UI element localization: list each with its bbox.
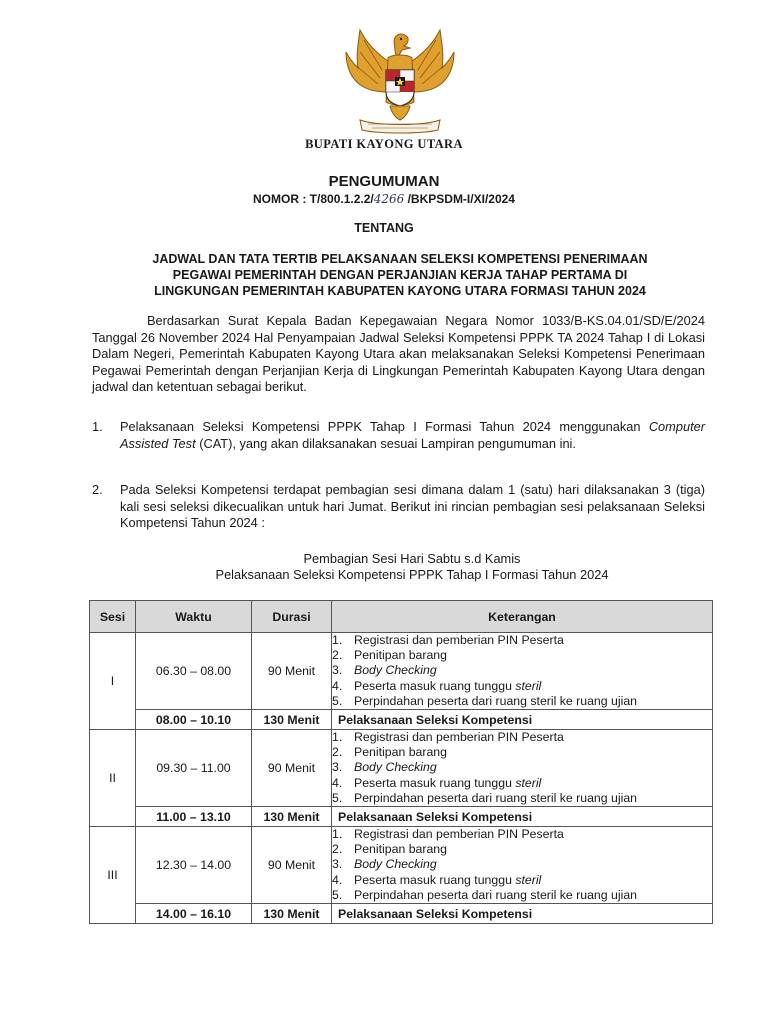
step-text: Perpindahan peserta dari ruang steril ke ruang ujian (354, 790, 638, 805)
session-time: 12.30 – 14.00 (136, 827, 252, 904)
list-text: Pada Seleksi Kompetensi terdapat pembagian sesi dimana dalam 1 (satu) hari dilaksanakan 3 (tiga) kali sesi seleksi dikecualikan untuk hari Jumat. Berikut ini rincian pembagian sesi pelaksanaan Seleksi Kompetensi Tahun 2024 : (120, 482, 705, 530)
intro-paragraph: Berdasarkan Surat Kepala Badan Kepegawaian Negara Nomor 1033/B-KS.04.01/SD/E/2024 Tanggal 26 November 2024 Hal Penyampaian Jadwal Seleksi Kompetensi PPPK TA 2024 Tahap I di Lokasi Dalam Negeri, Pemerintah Kabupaten Kayong Utara akan melaksanakan Seleksi Kompetensi Penerimaan Pegawai Pemerintah dengan Perjanjian Kerja di Lingkungan Pemerintah Kabupaten Kayong Utara dengan jadwal dan ketentuan sebagai berikut. (92, 313, 705, 394)
step-number: 5. (332, 887, 343, 902)
session-steps (332, 730, 713, 807)
step-text: Penitipan barang (354, 648, 447, 663)
table-caption (92, 551, 732, 583)
session-schedule-table (89, 600, 713, 924)
session-number: III (90, 827, 136, 924)
exam-duration: 130 Menit (252, 710, 332, 730)
table-row (90, 633, 713, 710)
exam-duration: 130 Menit (252, 807, 332, 827)
exam-time: 14.00 – 16.10 (136, 904, 252, 924)
step-text: Perpindahan peserta dari ruang steril ke ruang ujian (354, 887, 638, 902)
header-durasi: Durasi (252, 601, 332, 633)
step-number: 1. (332, 633, 343, 647)
list-text-part: Pelaksanaan Seleksi Kompetensi PPPK Tahap I Formasi Tahun 2024 menggunakan (120, 419, 649, 434)
step-text: Registrasi dan pemberian PIN Peserta (354, 827, 564, 842)
step-number: 1. (332, 827, 343, 842)
exam-duration: 130 Menit (252, 904, 332, 924)
session-time: 09.30 – 11.00 (136, 730, 252, 807)
heading-line: LINGKUNGAN PEMERINTAH KABUPATEN KAYONG UTARA FORMASI TAHUN 2024 (154, 284, 646, 298)
header-sesi: Sesi (90, 601, 136, 633)
list-text-part: (CAT), yang akan dilaksanakan sesuai Lampiran pengumuman ini. (195, 435, 576, 451)
step-number: 3. (332, 760, 343, 775)
list-number: 2. (92, 482, 103, 497)
step-number: 3. (332, 857, 343, 872)
number-suffix: /BKPSDM-I/XI/2024 (404, 192, 515, 206)
step-number: 5. (332, 693, 343, 708)
garuda-emblem-icon (338, 22, 462, 134)
step-text: Registrasi dan pemberian PIN Peserta (354, 633, 564, 647)
table-header-row (90, 601, 713, 633)
session-number: II (90, 730, 136, 827)
step-text: Peserta masuk ruang tunggu (354, 775, 516, 790)
header-waktu: Waktu (136, 601, 252, 633)
session-duration: 90 Menit (252, 827, 332, 904)
step-text: Body Checking (354, 760, 437, 775)
heading-line: PEGAWAI PEMERINTAH DENGAN PERJANJIAN KERJA TAHAP PERTAMA DI (172, 268, 628, 282)
number-prefix: NOMOR : T/800.1.2.2/ (253, 192, 374, 206)
caption-line: Pembagian Sesi Hari Sabtu s.d Kamis (303, 551, 521, 566)
document-title: PENGUMUMAN (328, 173, 440, 190)
step-text: Penitipan barang (354, 842, 447, 857)
exam-label: Pelaksanaan Seleksi Kompetensi (332, 904, 713, 924)
session-steps (332, 633, 713, 710)
step-text: Peserta masuk ruang tunggu (354, 678, 516, 693)
caption-line: Pelaksanaan Seleksi Kompetensi PPPK Tahap I Formasi Tahun 2024 (215, 567, 609, 582)
document-number (0, 192, 768, 206)
list-item (92, 419, 705, 452)
exam-time: 11.00 – 13.10 (136, 807, 252, 827)
about-label: TENTANG (354, 221, 414, 235)
step-text: Perpindahan peserta dari ruang steril ke ruang ujian (354, 693, 638, 708)
exam-label: Pelaksanaan Seleksi Kompetensi (332, 710, 713, 730)
session-steps (332, 827, 713, 904)
step-text-italic: steril (515, 775, 542, 790)
step-number: 3. (332, 663, 343, 678)
table-row (90, 710, 713, 730)
step-number: 5. (332, 790, 343, 805)
list-text-italic: Computer Assisted Test (120, 419, 705, 451)
step-text: Body Checking (354, 663, 437, 678)
number-handwritten: 4266 (373, 192, 405, 206)
exam-label: Pelaksanaan Seleksi Kompetensi (332, 807, 713, 827)
step-text-italic: steril (515, 678, 542, 693)
header-keterangan: Keterangan (332, 601, 713, 633)
step-number: 2. (332, 745, 343, 760)
step-number: 2. (332, 842, 343, 857)
step-text-italic: steril (515, 872, 542, 887)
step-text: Peserta masuk ruang tunggu (354, 872, 516, 887)
session-duration: 90 Menit (252, 633, 332, 710)
step-number: 4. (332, 872, 343, 887)
step-number: 2. (332, 648, 343, 663)
exam-time: 08.00 – 10.10 (136, 710, 252, 730)
step-number: 4. (332, 775, 343, 790)
table-row (90, 730, 713, 807)
heading-line: JADWAL DAN TATA TERTIB PELAKSANAAN SELEKSI KOMPETENSI PENERIMAAN (152, 252, 648, 266)
table-row (90, 807, 713, 827)
step-number: 1. (332, 730, 343, 745)
step-text: Body Checking (354, 857, 437, 872)
list-text (120, 419, 705, 452)
step-text: Penitipan barang (354, 745, 447, 760)
list-item (92, 482, 705, 532)
step-number: 4. (332, 678, 343, 693)
step-text: Registrasi dan pemberian PIN Peserta (354, 730, 564, 745)
subject-heading (90, 251, 710, 299)
table-row (90, 827, 713, 904)
table-row (90, 904, 713, 924)
session-time: 06.30 – 08.00 (136, 633, 252, 710)
issuing-authority: BUPATI KAYONG UTARA (305, 137, 463, 151)
session-duration: 90 Menit (252, 730, 332, 807)
list-number: 1. (92, 419, 103, 434)
session-number: I (90, 633, 136, 730)
